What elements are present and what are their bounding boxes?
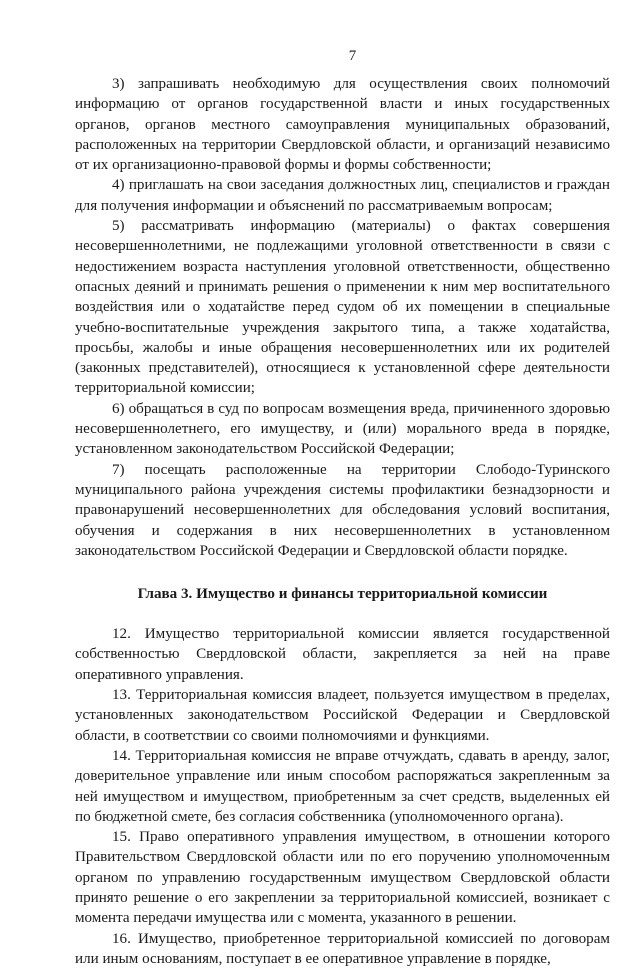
- chapter-heading: Глава 3. Имущество и финансы территориальной комиссии: [137, 586, 548, 603]
- paragraph-item-6: 6) обращаться в суд по вопросам возмещения вреда, причиненного здоровью несовершеннолетнего, его имуществу, и (или) морального вреда в порядке, установленном законодательством Российской Федерации;: [75, 400, 610, 458]
- paragraph-12: 12. Имущество территориальной комиссии является государственной собственностью Свердловской области, закрепляется за ней на праве оперативного управления.: [75, 626, 610, 683]
- paragraph-item-3: 3) запрашивать необходимую для осуществления своих полномочий информацию от органов государственной власти и иных государственных органов, органов местного самоуправления муниципальных образований, расположенных на территории Свердловской области, и организаций независимо от их организационно-правовой формы и формы собственности;: [75, 76, 610, 174]
- paragraph-14: 14. Территориальная комиссия не вправе отчуждать, сдавать в аренду, залог, доверительное управление или иным способом распоряжаться закрепленным за ней имуществом и имуществом, приобретенным за счет средств, выделенных ей по бюджетной смете, без согласия собственника (уполномоченного органа).: [75, 747, 610, 825]
- paragraph-13: 13. Территориальная комиссия владеет, пользуется имуществом в пределах, установленных законодательством Российской Федерации и Свердловской области, в соответствии со своими полномочиями и функциями.: [75, 687, 610, 744]
- paragraph-item-4: 4) приглашать на свои заседания должностных лиц, специалистов и граждан для получения информации и объяснений по рассматриваемым вопросам;: [75, 177, 610, 214]
- chapter-3-body: [75, 624, 610, 969]
- paragraph-15: 15. Право оперативного управления имуществом, в отношении которого Правительством Свердловской области или по его поручению уполномоченным органом по управлению государственным имуществом Свердловской области принято решение о его закреплении за территориальной комиссией, возникает с момента передачи имущества или с момента, указанного в решении.: [75, 829, 610, 927]
- page-number: 7: [348, 48, 357, 64]
- powers-list: [75, 74, 610, 561]
- paragraph-item-5: 5) рассматривать информацию (материалы) о фактах совершения несовершеннолетними, не подлежащими уголовной ответственности в связи с недостижением возраста наступления уголовной ответственности, общественно опасных деяний и принимать решения о применении к ним мер воспитательного воздействия или о ходатайстве перед судом об их помещении в специальные учебно-воспитательные учреждения закрытого типа, а также ходатайства, просьбы, жалобы и иные обращения несовершеннолетних или их родителей (законных представителей), относящиеся к установленной сфере деятельности территориальной комиссии;: [75, 218, 610, 397]
- paragraph-16: 16. Имущество, приобретенное территориальной комиссией по договорам или иным основаниям, поступает в ее оперативное управление в порядке,: [75, 930, 610, 967]
- paragraph-item-7: 7) посещать расположенные на территории Слободо-Туринского муниципального района учреждения системы профилактики безнадзорности и правонарушений несовершеннолетних для обследования условий воспитания, обучения и содержания в них несовершеннолетних в установленном законодательством Российской Федерации и Свердловской области порядке.: [75, 461, 610, 559]
